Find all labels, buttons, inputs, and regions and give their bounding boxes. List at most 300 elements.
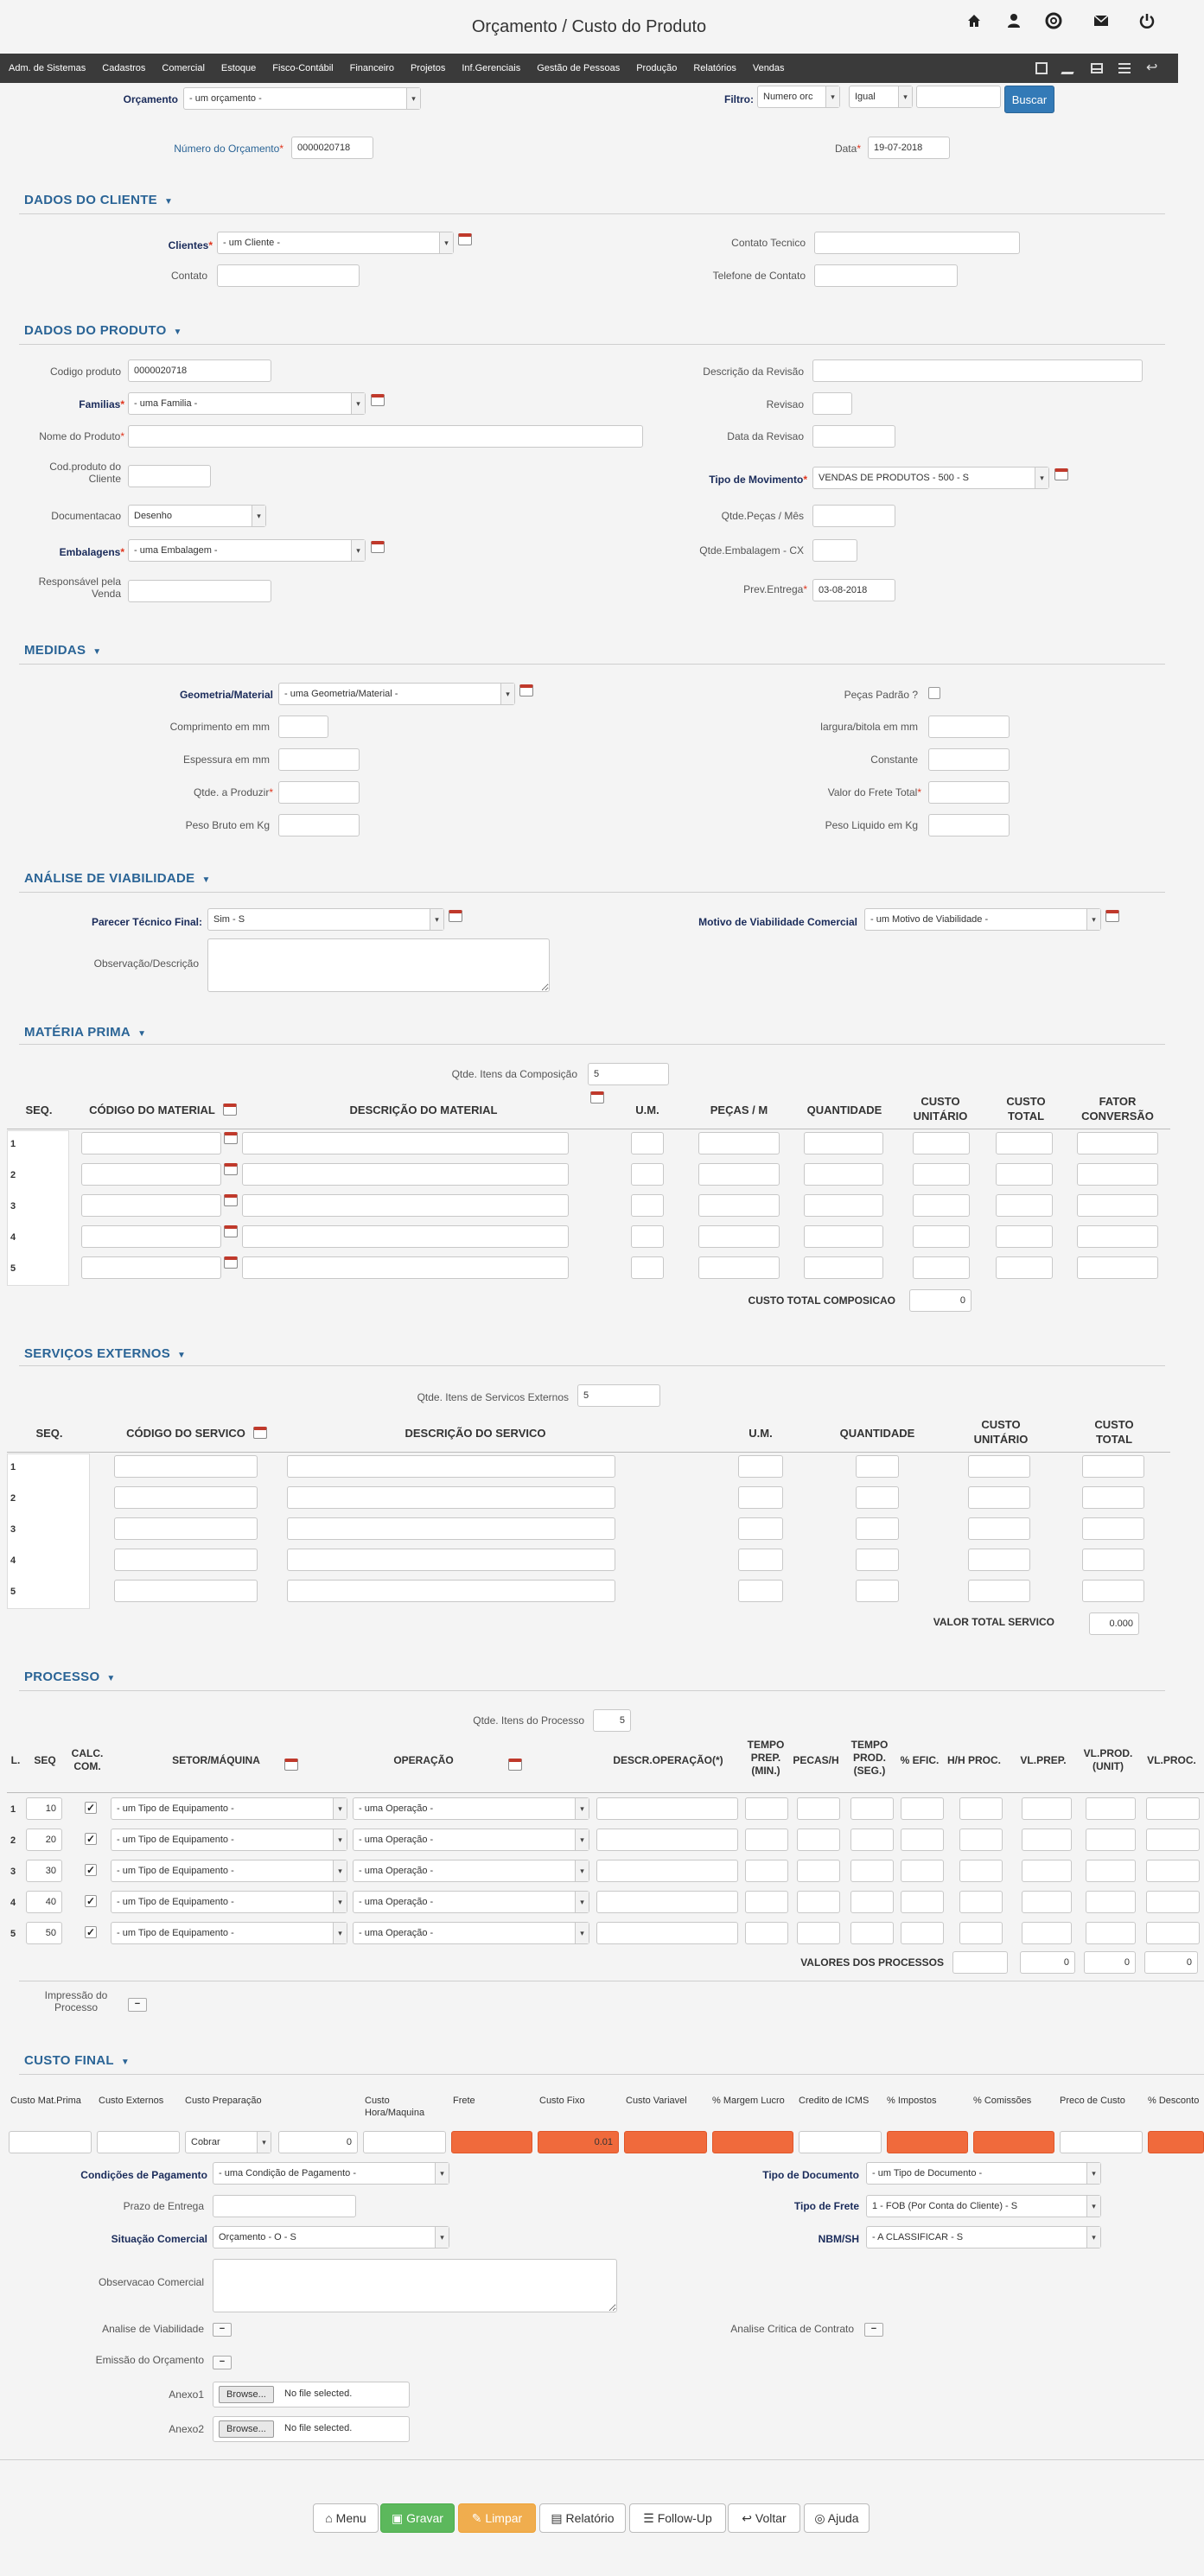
- cell-input[interactable]: [242, 1163, 569, 1186]
- constante-input[interactable]: [928, 748, 1010, 771]
- gravar-button[interactable]: [380, 2503, 455, 2533]
- cell-input[interactable]: [804, 1256, 883, 1279]
- cell-input[interactable]: [959, 1829, 1003, 1851]
- frete-input[interactable]: [451, 2131, 532, 2153]
- data-revisao-input[interactable]: [812, 425, 895, 448]
- seq-input[interactable]: [26, 1797, 62, 1820]
- chevron-down-icon: ▾: [1086, 2227, 1100, 2248]
- pecas-padrao-checkbox[interactable]: [928, 687, 940, 699]
- contato-tecnico-input[interactable]: [814, 232, 1020, 254]
- cell-input[interactable]: [1022, 1922, 1072, 1944]
- peso-bruto-label: Peso Bruto em Kg: [185, 819, 270, 831]
- section-custo-final[interactable]: [24, 2053, 130, 2068]
- cell-input[interactable]: [901, 1860, 944, 1882]
- obs-comercial-textarea[interactable]: [213, 2259, 617, 2312]
- section-materia-prima[interactable]: [24, 1025, 146, 1040]
- cell-input[interactable]: [698, 1256, 780, 1279]
- operacao-select-input[interactable]: [353, 1829, 589, 1851]
- qtde-pecas-input[interactable]: [812, 505, 895, 527]
- setor-select[interactable]: [111, 1891, 347, 1913]
- cell-input[interactable]: [596, 1922, 738, 1944]
- cell-input[interactable]: [631, 1163, 664, 1186]
- documentacao-select-input[interactable]: [128, 505, 266, 527]
- setor-select[interactable]: [111, 1922, 347, 1944]
- orcamento-select[interactable]: [183, 87, 421, 110]
- setor-select[interactable]: [111, 1797, 347, 1820]
- cell-input[interactable]: [1077, 1132, 1158, 1154]
- lifebuoy-icon[interactable]: [1045, 12, 1062, 29]
- collapse-icon[interactable]: −: [864, 2323, 883, 2337]
- cell-input[interactable]: [287, 1517, 615, 1540]
- followup-button[interactable]: [629, 2503, 726, 2533]
- relatorio-button[interactable]: [539, 2503, 626, 2533]
- cell-input[interactable]: [738, 1549, 783, 1571]
- cell-input[interactable]: [797, 1797, 840, 1820]
- setor-select-input[interactable]: [111, 1860, 347, 1882]
- revisao-input[interactable]: [812, 392, 852, 415]
- cell-input[interactable]: [745, 1860, 788, 1882]
- qtde-embalagem-input[interactable]: [812, 539, 857, 562]
- anexo1-file-input[interactable]: [213, 2382, 410, 2407]
- tipo-frete-select-input[interactable]: [866, 2195, 1101, 2217]
- geometria-select[interactable]: [278, 683, 515, 705]
- familias-select[interactable]: [128, 392, 366, 415]
- cell-input[interactable]: [901, 1922, 944, 1944]
- cell-input[interactable]: [1082, 1486, 1144, 1509]
- mail-icon[interactable]: [1093, 12, 1110, 29]
- operacao-select-input[interactable]: [353, 1797, 589, 1820]
- cell-input[interactable]: [797, 1891, 840, 1913]
- custo-variavel-input[interactable]: [624, 2131, 707, 2153]
- calendar-icon[interactable]: [371, 541, 385, 553]
- comissoes-input[interactable]: [973, 2131, 1054, 2153]
- cell-input[interactable]: [1146, 1860, 1200, 1882]
- cell-input[interactable]: [242, 1132, 569, 1154]
- cell-input[interactable]: [1082, 1517, 1144, 1540]
- operacao-select[interactable]: [353, 1829, 589, 1851]
- calendar-icon[interactable]: [449, 910, 462, 922]
- cell-input[interactable]: [81, 1194, 221, 1217]
- peso-bruto-input[interactable]: [278, 814, 360, 836]
- browse-button[interactable]: Browse...: [219, 2420, 274, 2438]
- cell-input[interactable]: [959, 1922, 1003, 1944]
- section-dados-produto[interactable]: [24, 323, 182, 338]
- cell-input[interactable]: [996, 1256, 1053, 1279]
- calendar-icon[interactable]: [458, 233, 472, 245]
- custo-mat-prima-input[interactable]: [9, 2131, 92, 2153]
- cell-input[interactable]: [596, 1860, 738, 1882]
- eraser-icon[interactable]: [1061, 62, 1077, 74]
- menu-item[interactable]: Estoque: [220, 63, 257, 73]
- qtde-itens-servicos-input[interactable]: [577, 1384, 660, 1407]
- calendar-icon[interactable]: [371, 394, 385, 406]
- cell-input[interactable]: [596, 1797, 738, 1820]
- seq-input[interactable]: [26, 1829, 62, 1851]
- section-medidas[interactable]: [24, 643, 101, 658]
- operacao-select[interactable]: [353, 1797, 589, 1820]
- contato-label: Contato: [170, 270, 207, 282]
- codigo-produto-input[interactable]: [128, 359, 271, 382]
- responsavel-input[interactable]: [128, 580, 271, 602]
- geometria-select-input[interactable]: [278, 683, 515, 705]
- cell-input[interactable]: [114, 1486, 258, 1509]
- cell-input[interactable]: [738, 1455, 783, 1478]
- cell-input[interactable]: [850, 1829, 894, 1851]
- cell-input[interactable]: [745, 1829, 788, 1851]
- cell-input[interactable]: [114, 1455, 258, 1478]
- telefone-input[interactable]: [814, 264, 958, 287]
- cond-pagamento-select-input[interactable]: [213, 2162, 449, 2185]
- clientes-select[interactable]: [217, 232, 454, 254]
- cell-input[interactable]: [287, 1549, 615, 1571]
- motivo-select-input[interactable]: [864, 908, 1101, 931]
- orcamento-select-input[interactable]: [183, 87, 421, 110]
- cell-input[interactable]: [114, 1580, 258, 1602]
- calc-com-checkbox[interactable]: ✓: [86, 1926, 96, 1938]
- seq-input[interactable]: [26, 1891, 62, 1913]
- calc-com-checkbox[interactable]: ✓: [86, 1802, 96, 1814]
- cell-input[interactable]: [913, 1256, 970, 1279]
- cell-input[interactable]: [242, 1225, 569, 1248]
- cell-input[interactable]: [745, 1922, 788, 1944]
- menu-item[interactable]: Comercial: [162, 63, 205, 73]
- setor-select[interactable]: [111, 1860, 347, 1882]
- cell-input[interactable]: [797, 1860, 840, 1882]
- menu-item[interactable]: Vendas: [752, 63, 785, 73]
- cell-input[interactable]: [1086, 1829, 1136, 1851]
- cell-input[interactable]: [901, 1797, 944, 1820]
- calendar-icon[interactable]: [508, 1759, 522, 1771]
- cell-input[interactable]: [959, 1891, 1003, 1913]
- cell-input[interactable]: [850, 1891, 894, 1913]
- collapse-icon[interactable]: −: [213, 2323, 232, 2337]
- calendar-icon[interactable]: [224, 1194, 238, 1206]
- cell-input[interactable]: [913, 1225, 970, 1248]
- cell-input[interactable]: [856, 1549, 899, 1571]
- cell-input[interactable]: [856, 1580, 899, 1602]
- cell-input[interactable]: [850, 1860, 894, 1882]
- calendar-icon[interactable]: [1054, 468, 1068, 480]
- cell-input[interactable]: [698, 1225, 780, 1248]
- filtro-op-select[interactable]: [849, 86, 913, 108]
- cell-input[interactable]: [114, 1517, 258, 1540]
- embalagens-select[interactable]: [128, 539, 366, 562]
- cell-input[interactable]: [1077, 1256, 1158, 1279]
- contato-input[interactable]: [217, 264, 360, 287]
- cell-input[interactable]: [850, 1797, 894, 1820]
- calendar-icon[interactable]: [224, 1225, 238, 1237]
- cell-input[interactable]: [698, 1194, 780, 1217]
- cell-input[interactable]: [81, 1225, 221, 1248]
- menu-item[interactable]: Fisco-Contábil: [272, 63, 334, 73]
- calendar-icon[interactable]: [1105, 910, 1119, 922]
- collapse-icon[interactable]: −: [128, 1998, 147, 2012]
- parecer-select-input[interactable]: [207, 908, 444, 931]
- custo-total-composicao-input[interactable]: [909, 1289, 971, 1312]
- cell-input[interactable]: [738, 1517, 783, 1540]
- calc-com-checkbox[interactable]: ✓: [86, 1864, 96, 1876]
- custo-fixo-input[interactable]: [538, 2131, 619, 2153]
- section-dados-cliente[interactable]: [24, 193, 173, 207]
- cell-input[interactable]: [745, 1891, 788, 1913]
- menu-item[interactable]: Cadastros: [102, 63, 146, 73]
- cell-input[interactable]: [959, 1860, 1003, 1882]
- table-icon[interactable]: [1091, 63, 1103, 73]
- col-header: DESCRIÇÃO DO SERVICO: [405, 1427, 546, 1440]
- comprimento-input[interactable]: [278, 716, 328, 738]
- cell-input[interactable]: [745, 1797, 788, 1820]
- cell-input[interactable]: [1086, 1797, 1136, 1820]
- calendar-icon[interactable]: [284, 1759, 298, 1771]
- home-icon[interactable]: [965, 12, 983, 29]
- cell-input[interactable]: [968, 1549, 1030, 1571]
- seq-input[interactable]: [26, 1922, 62, 1944]
- calendar-icon[interactable]: [224, 1163, 238, 1175]
- nbm-select-input[interactable]: [866, 2226, 1101, 2248]
- cell-input[interactable]: [1022, 1829, 1072, 1851]
- cell-input[interactable]: [996, 1194, 1053, 1217]
- cell-input[interactable]: [996, 1132, 1053, 1154]
- calendar-icon[interactable]: [223, 1104, 237, 1116]
- operacao-select[interactable]: [353, 1922, 589, 1944]
- cell-input[interactable]: [114, 1549, 258, 1571]
- prev-entrega-label-text: Prev.Entrega: [743, 583, 804, 595]
- menu-button[interactable]: [313, 2503, 379, 2533]
- cell-input[interactable]: [287, 1580, 615, 1602]
- cell-input[interactable]: [1082, 1580, 1144, 1602]
- cell-input[interactable]: [631, 1194, 664, 1217]
- tipo-documento-select[interactable]: [866, 2162, 1101, 2185]
- cell-input[interactable]: [1022, 1797, 1072, 1820]
- cell-input[interactable]: [287, 1455, 615, 1478]
- cell-input[interactable]: [1146, 1829, 1200, 1851]
- calendar-icon[interactable]: [253, 1427, 267, 1439]
- cell-input[interactable]: [631, 1256, 664, 1279]
- calendar-icon[interactable]: [590, 1091, 604, 1104]
- voltar-button[interactable]: [728, 2503, 800, 2533]
- qtde-produzir-input[interactable]: [278, 781, 360, 804]
- valores-processo-vlproc[interactable]: [1144, 1951, 1198, 1974]
- documentacao-select[interactable]: [128, 505, 266, 527]
- user-icon[interactable]: [1005, 12, 1022, 29]
- cell-input[interactable]: [1082, 1549, 1144, 1571]
- list-icon[interactable]: [1118, 63, 1131, 73]
- espessura-input[interactable]: [278, 748, 360, 771]
- obs-textarea[interactable]: [207, 938, 550, 992]
- calendar-icon[interactable]: [224, 1132, 238, 1144]
- cell-input[interactable]: [804, 1225, 883, 1248]
- anexo2-file-input[interactable]: [213, 2416, 410, 2442]
- setor-select-input[interactable]: [111, 1829, 347, 1851]
- custo-preparacao-input[interactable]: [278, 2131, 358, 2153]
- cobrar-select-input[interactable]: [185, 2131, 271, 2153]
- familias-select-input[interactable]: [128, 392, 366, 415]
- cell-input[interactable]: [631, 1225, 664, 1248]
- nbm-select[interactable]: [866, 2226, 1101, 2248]
- qtde-itens-processo-input[interactable]: [593, 1709, 631, 1732]
- cell-input[interactable]: [1082, 1455, 1144, 1478]
- cell-input[interactable]: [913, 1194, 970, 1217]
- situacao-comercial-select-input[interactable]: [213, 2226, 449, 2248]
- cell-input[interactable]: [797, 1829, 840, 1851]
- cell-input[interactable]: [596, 1829, 738, 1851]
- cell-input[interactable]: [968, 1455, 1030, 1478]
- cell-input[interactable]: [1022, 1860, 1072, 1882]
- impostos-input[interactable]: [887, 2131, 968, 2153]
- cell-input[interactable]: [856, 1455, 899, 1478]
- revisao-label: Revisao: [766, 398, 804, 410]
- cell-input[interactable]: [738, 1580, 783, 1602]
- valor-total-servico-input[interactable]: [1089, 1612, 1139, 1635]
- operacao-select-input[interactable]: [353, 1922, 589, 1944]
- limpar-button[interactable]: [458, 2503, 536, 2533]
- qtde-itens-composicao-input[interactable]: [588, 1063, 669, 1085]
- clientes-select-input[interactable]: [217, 232, 454, 254]
- embalagens-select-input[interactable]: [128, 539, 366, 562]
- browse-button[interactable]: Browse...: [219, 2386, 274, 2403]
- cell-input[interactable]: [698, 1163, 780, 1186]
- cell-input[interactable]: [804, 1194, 883, 1217]
- parecer-select[interactable]: [207, 908, 444, 931]
- prev-entrega-input[interactable]: [812, 579, 895, 601]
- cell-input[interactable]: [1146, 1797, 1200, 1820]
- menu-item[interactable]: Relatórios: [693, 63, 736, 73]
- data-input[interactable]: [868, 137, 950, 159]
- cell-input[interactable]: [1022, 1891, 1072, 1913]
- credito-icms-input[interactable]: [799, 2131, 882, 2153]
- valores-processo-vlprep[interactable]: [1020, 1951, 1075, 1974]
- tipo-movimento-select[interactable]: [812, 467, 1049, 489]
- cell-input[interactable]: [850, 1922, 894, 1944]
- valores-processo-prep[interactable]: [952, 1951, 1008, 1974]
- cell-input[interactable]: [1077, 1163, 1158, 1186]
- cell-input[interactable]: [1077, 1225, 1158, 1248]
- setor-select-input[interactable]: [111, 1891, 347, 1913]
- cell-input[interactable]: [1146, 1922, 1200, 1944]
- back-icon[interactable]: ↩: [1146, 60, 1158, 75]
- section-viabilidade[interactable]: [24, 871, 211, 886]
- menu-item[interactable]: Inf.Gerenciais: [462, 63, 521, 73]
- menu-button-label: Menu: [335, 2511, 366, 2525]
- cell-input[interactable]: [797, 1922, 840, 1944]
- setor-select-input[interactable]: [111, 1797, 347, 1820]
- section-processo[interactable]: [24, 1670, 116, 1684]
- custo-hora-maquina-input[interactable]: [363, 2131, 446, 2153]
- filtro-op-input[interactable]: [849, 86, 913, 108]
- peso-liquido-input[interactable]: [928, 814, 1010, 836]
- cell-input[interactable]: [996, 1163, 1053, 1186]
- operacao-select-input[interactable]: [353, 1860, 589, 1882]
- cell-input[interactable]: [631, 1132, 664, 1154]
- cell-input[interactable]: [287, 1486, 615, 1509]
- cell-input[interactable]: [242, 1194, 569, 1217]
- operacao-select[interactable]: [353, 1891, 589, 1913]
- cell-input[interactable]: [698, 1132, 780, 1154]
- save-icon[interactable]: [1035, 62, 1048, 74]
- menu-item[interactable]: Adm. de Sistemas: [9, 63, 86, 73]
- collapse-icon[interactable]: −: [213, 2356, 232, 2369]
- frete-total-input[interactable]: [928, 781, 1010, 804]
- desconto-input[interactable]: [1148, 2131, 1204, 2153]
- cell-input[interactable]: [81, 1256, 221, 1279]
- cell-input[interactable]: [913, 1132, 970, 1154]
- cell-input[interactable]: [804, 1132, 883, 1154]
- menu-item[interactable]: Projetos: [410, 63, 446, 73]
- cell-input[interactable]: [968, 1517, 1030, 1540]
- col-header: CÓDIGO DO MATERIAL: [89, 1104, 215, 1116]
- buscar-button[interactable]: Buscar: [1004, 86, 1054, 113]
- operacao-select[interactable]: [353, 1860, 589, 1882]
- cell-input[interactable]: [1146, 1891, 1200, 1913]
- cell-input[interactable]: [596, 1891, 738, 1913]
- setor-select-input[interactable]: [111, 1922, 347, 1944]
- descricao-revisao-input[interactable]: [812, 359, 1143, 382]
- prazo-entrega-input[interactable]: [213, 2195, 356, 2217]
- cell-input[interactable]: [901, 1829, 944, 1851]
- cond-pagamento-select[interactable]: [213, 2162, 449, 2185]
- cod-cliente-input[interactable]: [128, 465, 211, 487]
- tipo-documento-select-input[interactable]: [866, 2162, 1101, 2185]
- valores-processo-vlprod[interactable]: [1084, 1951, 1136, 1974]
- menu-item[interactable]: Financeiro: [349, 63, 394, 73]
- cell-input[interactable]: [1077, 1194, 1158, 1217]
- cell-input[interactable]: [996, 1225, 1053, 1248]
- cell-input[interactable]: [81, 1132, 221, 1154]
- calendar-icon[interactable]: [224, 1256, 238, 1269]
- margem-lucro-input[interactable]: [712, 2131, 793, 2153]
- ajuda-button[interactable]: [804, 2503, 870, 2533]
- cell-input[interactable]: [959, 1797, 1003, 1820]
- tipo-frete-select[interactable]: [866, 2195, 1101, 2217]
- preco-custo-input[interactable]: [1060, 2131, 1143, 2153]
- situacao-comercial-select[interactable]: [213, 2226, 449, 2248]
- setor-select[interactable]: [111, 1829, 347, 1851]
- cell-input[interactable]: [242, 1256, 569, 1279]
- section-servicos-externos[interactable]: [24, 1346, 186, 1361]
- cell-input[interactable]: [81, 1163, 221, 1186]
- cell-input[interactable]: [1086, 1891, 1136, 1913]
- power-icon[interactable]: [1138, 12, 1156, 29]
- numero-orcamento-input[interactable]: [291, 137, 373, 159]
- menu-item[interactable]: Produção: [636, 63, 678, 73]
- nome-produto-input[interactable]: [128, 425, 643, 448]
- menu-item[interactable]: Gestão de Pessoas: [537, 63, 621, 73]
- calc-com-checkbox[interactable]: ✓: [86, 1895, 96, 1907]
- cell-input[interactable]: [968, 1486, 1030, 1509]
- filtro-field-select[interactable]: [757, 86, 840, 108]
- custo-externos-input[interactable]: [97, 2131, 180, 2153]
- filtro-field-input[interactable]: [757, 86, 840, 108]
- cell-input[interactable]: [856, 1486, 899, 1509]
- filtro-value-input[interactable]: [916, 86, 1001, 108]
- tipo-movimento-select-input[interactable]: [812, 467, 1049, 489]
- cell-input[interactable]: [738, 1486, 783, 1509]
- cell-input[interactable]: [1086, 1860, 1136, 1882]
- motivo-select[interactable]: [864, 908, 1101, 931]
- cobrar-select[interactable]: [185, 2131, 271, 2153]
- cell-input[interactable]: [901, 1891, 944, 1913]
- seq-input[interactable]: [26, 1860, 62, 1882]
- calc-com-checkbox[interactable]: ✓: [86, 1833, 96, 1845]
- cell-input[interactable]: [856, 1517, 899, 1540]
- cell-input[interactable]: [968, 1580, 1030, 1602]
- cell-input[interactable]: [913, 1163, 970, 1186]
- operacao-select-input[interactable]: [353, 1891, 589, 1913]
- cell-input[interactable]: [1086, 1922, 1136, 1944]
- largura-input[interactable]: [928, 716, 1010, 738]
- calendar-icon[interactable]: [519, 684, 533, 696]
- cell-input[interactable]: [804, 1163, 883, 1186]
